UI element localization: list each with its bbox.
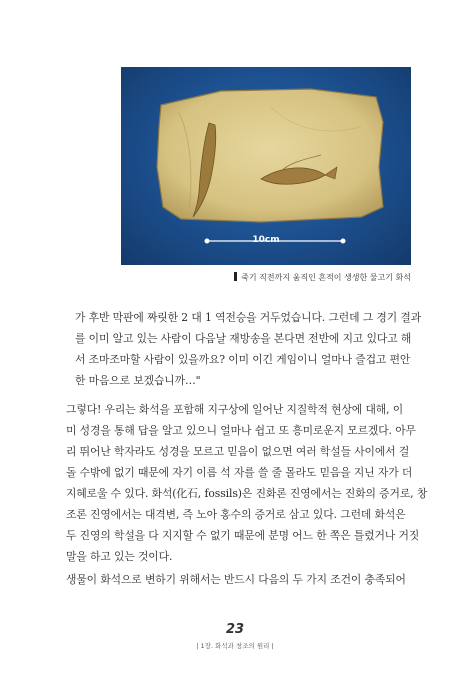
caption-text: 죽기 직전까지 움직인 흔적이 생생한 물고기 화석 (241, 273, 411, 282)
scale-label: 10cm (252, 235, 280, 245)
caption-marker (234, 272, 237, 281)
body-line: 돌 수밖에 없기 때문에 자기 이름 석 자를 쓸 줄 몰라도 믿음을 지닌 자가 더 (66, 466, 413, 479)
chapter-footer: | 1장. 화석과 창조의 원리 | (196, 642, 274, 650)
quote-line: 가 후반 막판에 짜릿한 2 대 1 역전승을 거두었습니다. 그런데 그 경기 결과 (75, 311, 422, 324)
body-line: 생물이 화석으로 변하기 위해서는 반드시 다음의 두 가지 조건이 충족되어 (66, 573, 406, 586)
body-line: 조론 진영에서는 대격변, 즉 노아 홍수의 증거로 삼고 있다. 그런데 화석은 (66, 508, 406, 521)
body-line: 그렇다! 우리는 화석을 포함해 지구상에 일어난 지질학적 현상에 대해, 이 (66, 403, 404, 416)
figure-caption (234, 272, 411, 283)
quote-line: 한 마음으로 보겠습니까…" (75, 374, 201, 387)
page-number: 23 (225, 622, 245, 637)
slab-shape (157, 89, 383, 222)
body-line: 미 성경을 통해 답을 알고 있으니 얼마나 쉽고 또 흥미로운지 모르겠다. 아무 (66, 424, 416, 437)
quote-line: 를 이미 알고 있는 사람이 다음날 재방송을 본다면 전반에 지고 있다고 해 (75, 332, 412, 345)
body-line: 두 진영의 학설을 다 지지할 수 없기 때문에 분명 어느 한 쪽은 틀렸거나 거짓 (66, 529, 420, 542)
body-line: 리 뛰어난 학자라도 성경을 모르고 믿음이 없으면 여러 학설들 사이에서 걸 (66, 445, 410, 458)
quote-line: 서 조마조마할 사람이 있을까요? 이미 이긴 게임이니 얼마나 즐겁고 편안 (75, 353, 411, 366)
fossil-photo (121, 67, 411, 265)
body-line: 말을 하고 있는 것이다. (66, 550, 173, 563)
body-line: 지혜로울 수 있다. 화석(化石, fossils)은 진화론 진영에서는 진화의 증거로, 창 (66, 487, 428, 500)
